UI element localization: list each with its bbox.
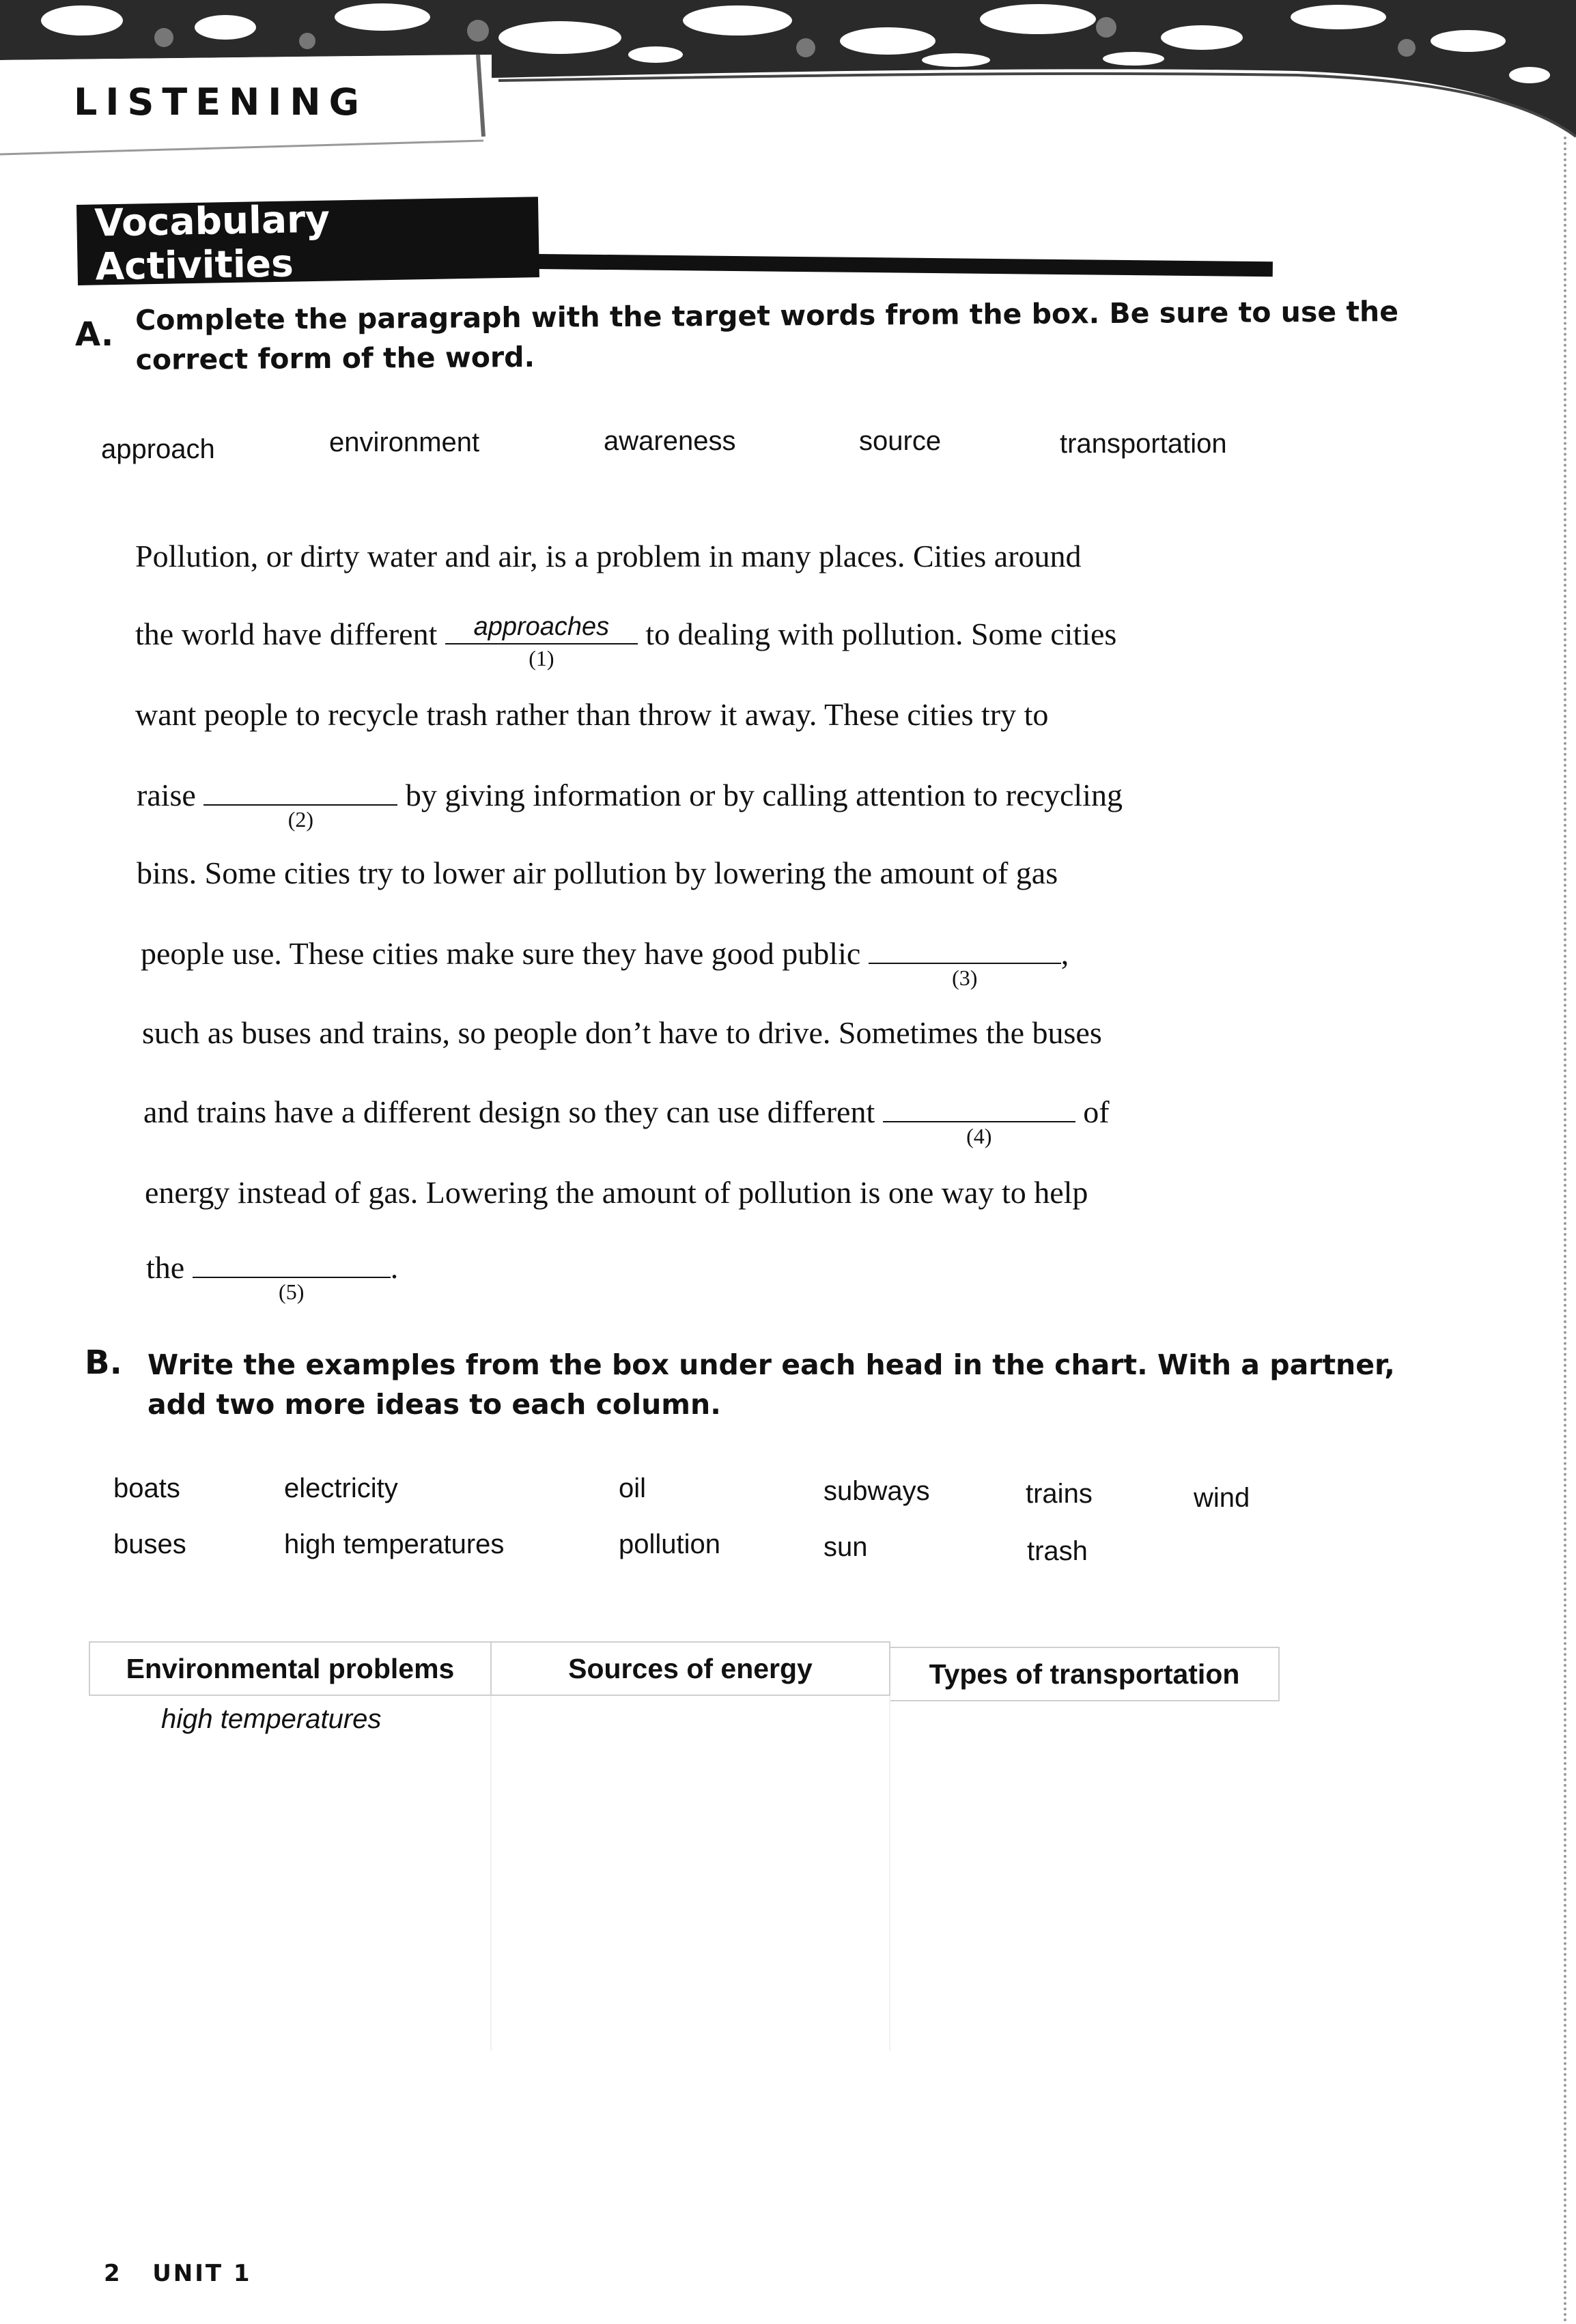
paragraph-text: . [390, 1250, 399, 1285]
chart-column-divider [889, 1696, 890, 2051]
blank-4-number: (4) [966, 1124, 992, 1148]
word-box-item: awareness [604, 426, 736, 456]
word-box-item: pollution [619, 1529, 721, 1559]
word-box-item: trash [1027, 1536, 1088, 1566]
paragraph-text: raise [137, 778, 196, 812]
blank-1[interactable] [445, 612, 638, 670]
blank-2-number: (2) [287, 807, 313, 832]
page-edge-dotted [1564, 137, 1566, 2324]
chart-header-sources-of-energy: Sources of energy [490, 1641, 890, 1696]
word-box-item: high temperatures [284, 1529, 505, 1559]
blank-2[interactable] [203, 777, 397, 832]
activity-b-letter: B. [85, 1344, 122, 1382]
activity-a-letter: A. [75, 315, 114, 354]
blank-1-number: (1) [529, 646, 554, 670]
blank-4[interactable] [883, 1094, 1075, 1148]
paragraph-line: Pollution, or dirty water and air, is a problem in many places. Cities around [135, 539, 1082, 573]
activity-a-instruction-line1: Complete the paragraph with the target words from the box. Be sure to use the [135, 295, 1399, 337]
paragraph-line [141, 935, 1069, 990]
paragraph-text: by giving information or by calling attention to recycling [405, 778, 1123, 812]
word-box-item: subways [824, 1476, 930, 1506]
paragraph-text: , [1060, 936, 1069, 971]
word-box-item: sun [824, 1532, 868, 1562]
paragraph-text: and trains have a different design so they can use different [143, 1094, 875, 1129]
blank-5-number: (5) [279, 1279, 305, 1304]
blank-5[interactable] [193, 1249, 391, 1304]
chart-header-types-of-transportation: Types of transportation [889, 1647, 1280, 1701]
activity-b-instruction-line1: Write the examples from the box under each head in the chart. With a partner, [147, 1348, 1395, 1381]
paragraph-line: bins. Some cities try to lower air pollution by lowering the amount of gas [137, 855, 1058, 890]
paragraph-text: the world have different [135, 617, 438, 651]
leaf-banner-illustration [0, 0, 1576, 157]
blank-3-number: (3) [952, 965, 978, 990]
header-rule [538, 254, 1273, 277]
word-box-item: approach [101, 434, 215, 464]
paragraph-text: the [146, 1250, 185, 1285]
paragraph-line [146, 1249, 399, 1304]
chart-column-divider [490, 1696, 492, 2051]
activity-b-instruction-line2: add two more ideas to each column. [147, 1388, 721, 1421]
blank-3[interactable] [869, 935, 1061, 990]
paragraph-line: energy instead of gas. Lowering the amount of pollution is one way to help [145, 1175, 1088, 1210]
section-tab-label: LISTENING [74, 81, 367, 124]
word-box-item: transportation [1060, 429, 1227, 459]
chart-entry[interactable]: high temperatures [161, 1704, 382, 1734]
section-header [76, 197, 539, 289]
activity-a-instruction-line2: correct form of the word. [135, 340, 535, 376]
word-box-item: oil [619, 1473, 647, 1503]
blank-1-answer: approaches [473, 612, 610, 641]
word-box-item: environment [329, 427, 480, 457]
chart-header-environmental-problems: Environmental problems [89, 1641, 492, 1696]
paragraph-text: people use. These cities make sure they have good public [141, 936, 861, 971]
word-box-item: source [859, 426, 942, 456]
paragraph-line [137, 777, 1123, 832]
unit-label: UNIT 1 [152, 2260, 252, 2287]
word-box-item: trains [1026, 1479, 1093, 1509]
activity-b-instruction [147, 1345, 1395, 1424]
page-number: 2 [104, 2260, 122, 2287]
paragraph-text: to dealing with pollution. Some cities [645, 617, 1117, 651]
paragraph-text: of [1083, 1094, 1110, 1129]
page-footer [104, 2260, 252, 2287]
activity-a-instruction [135, 292, 1399, 380]
word-box-item: buses [113, 1529, 186, 1559]
paragraph-line [135, 612, 1117, 670]
paragraph-line: such as buses and trains, so people don’t have to drive. Sometimes the buses [142, 1015, 1102, 1050]
word-box-item: electricity [284, 1473, 398, 1503]
paragraph-line: want people to recycle trash rather than throw it away. These cities try to [135, 697, 1049, 732]
section-title: Vocabulary Activities [94, 197, 330, 289]
paragraph-line [143, 1094, 1110, 1148]
word-box-item: boats [113, 1473, 180, 1503]
word-box-item: wind [1194, 1483, 1250, 1513]
